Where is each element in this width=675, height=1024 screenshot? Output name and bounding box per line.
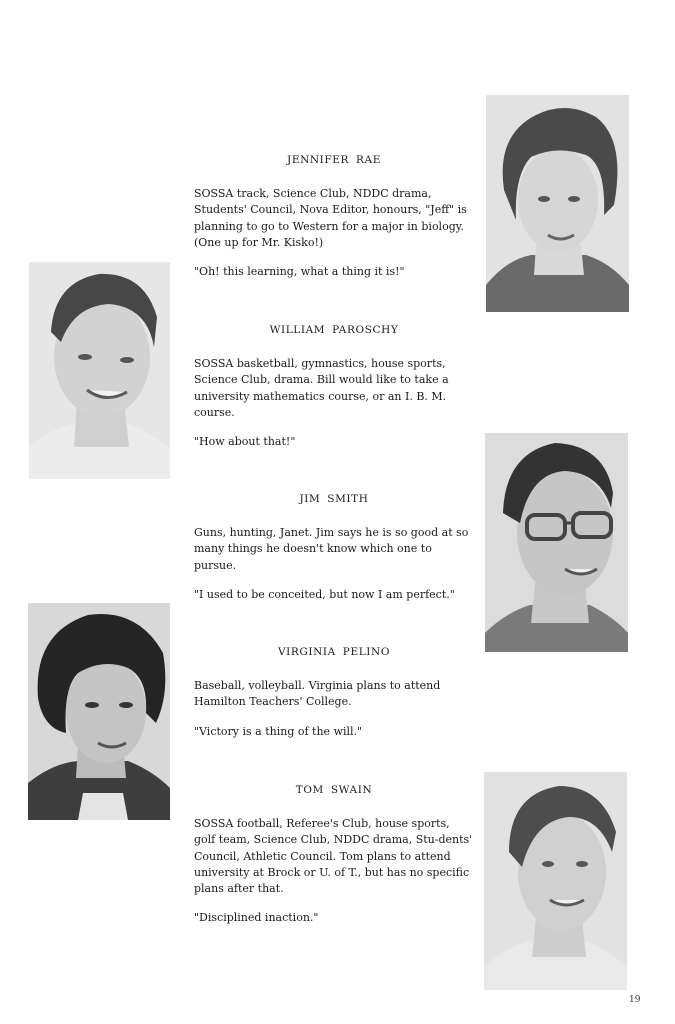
student-entry-tom-swain	[194, 784, 474, 926]
student-name: JENNIFER RAE	[287, 154, 381, 166]
student-entry-virginia-pelino	[194, 646, 474, 740]
student-entry-jennifer-rae	[194, 154, 474, 280]
portrait-image	[29, 262, 170, 479]
portrait-photo-jennifer-rae	[486, 95, 629, 312]
portrait-photo-jim-smith	[485, 433, 628, 652]
student-quote: "Disciplined inaction."	[194, 911, 319, 925]
student-name: WILLIAM PAROSCHY	[269, 324, 399, 336]
portrait-photo-tom-swain	[484, 772, 627, 990]
page-number: 19	[629, 995, 641, 1005]
portrait-photo-virginia-pelino	[28, 603, 170, 820]
student-bio: Guns, hunting, Janet. Jim says he is so good at so many things he doesn't know which one to pursue.	[194, 526, 469, 572]
student-entry-jim-smith	[194, 493, 474, 603]
student-quote: "I used to be conceited, but now I am perfect."	[194, 587, 455, 601]
portrait-image	[484, 772, 627, 990]
student-name: TOM SWAIN	[295, 784, 373, 796]
student-bio: SOSSA basketball, gymnastics, house sports, Science Club, drama. Bill would like to take a university mathematics course, or an I. B. M. course.	[194, 357, 449, 419]
student-bio: SOSSA track, Science Club, NDDC drama, Students' Council, Nova Editor, honours, "Jeff" is planning to go to Western for a major in biology. (One up for Mr. Kisko!)	[194, 187, 467, 249]
student-quote: "How about that!"	[194, 435, 296, 449]
portrait-image	[486, 95, 629, 312]
portrait-image	[28, 603, 170, 820]
student-entry-william-paroschy	[194, 324, 474, 450]
student-bio: Baseball, volleyball. Virginia plans to attend Hamilton Teachers' College.	[194, 679, 441, 709]
student-name: VIRGINIA PELINO	[277, 646, 391, 658]
student-quote: "Victory is a thing of the will."	[194, 724, 363, 738]
student-bio: SOSSA football, Referee's Club, house sports, golf team, Science Club, NDDC drama, Stu-dents' Council, Athletic Council. Tom plans to attend university at Brock or U. of T., but has no specific plans after that.	[194, 817, 473, 896]
portrait-photo-william-paroschy	[29, 262, 170, 479]
student-quote: "Oh! this learning, what a thing it is!"	[194, 265, 405, 279]
student-name: JIM SMITH	[299, 493, 369, 505]
portrait-image	[485, 433, 628, 652]
